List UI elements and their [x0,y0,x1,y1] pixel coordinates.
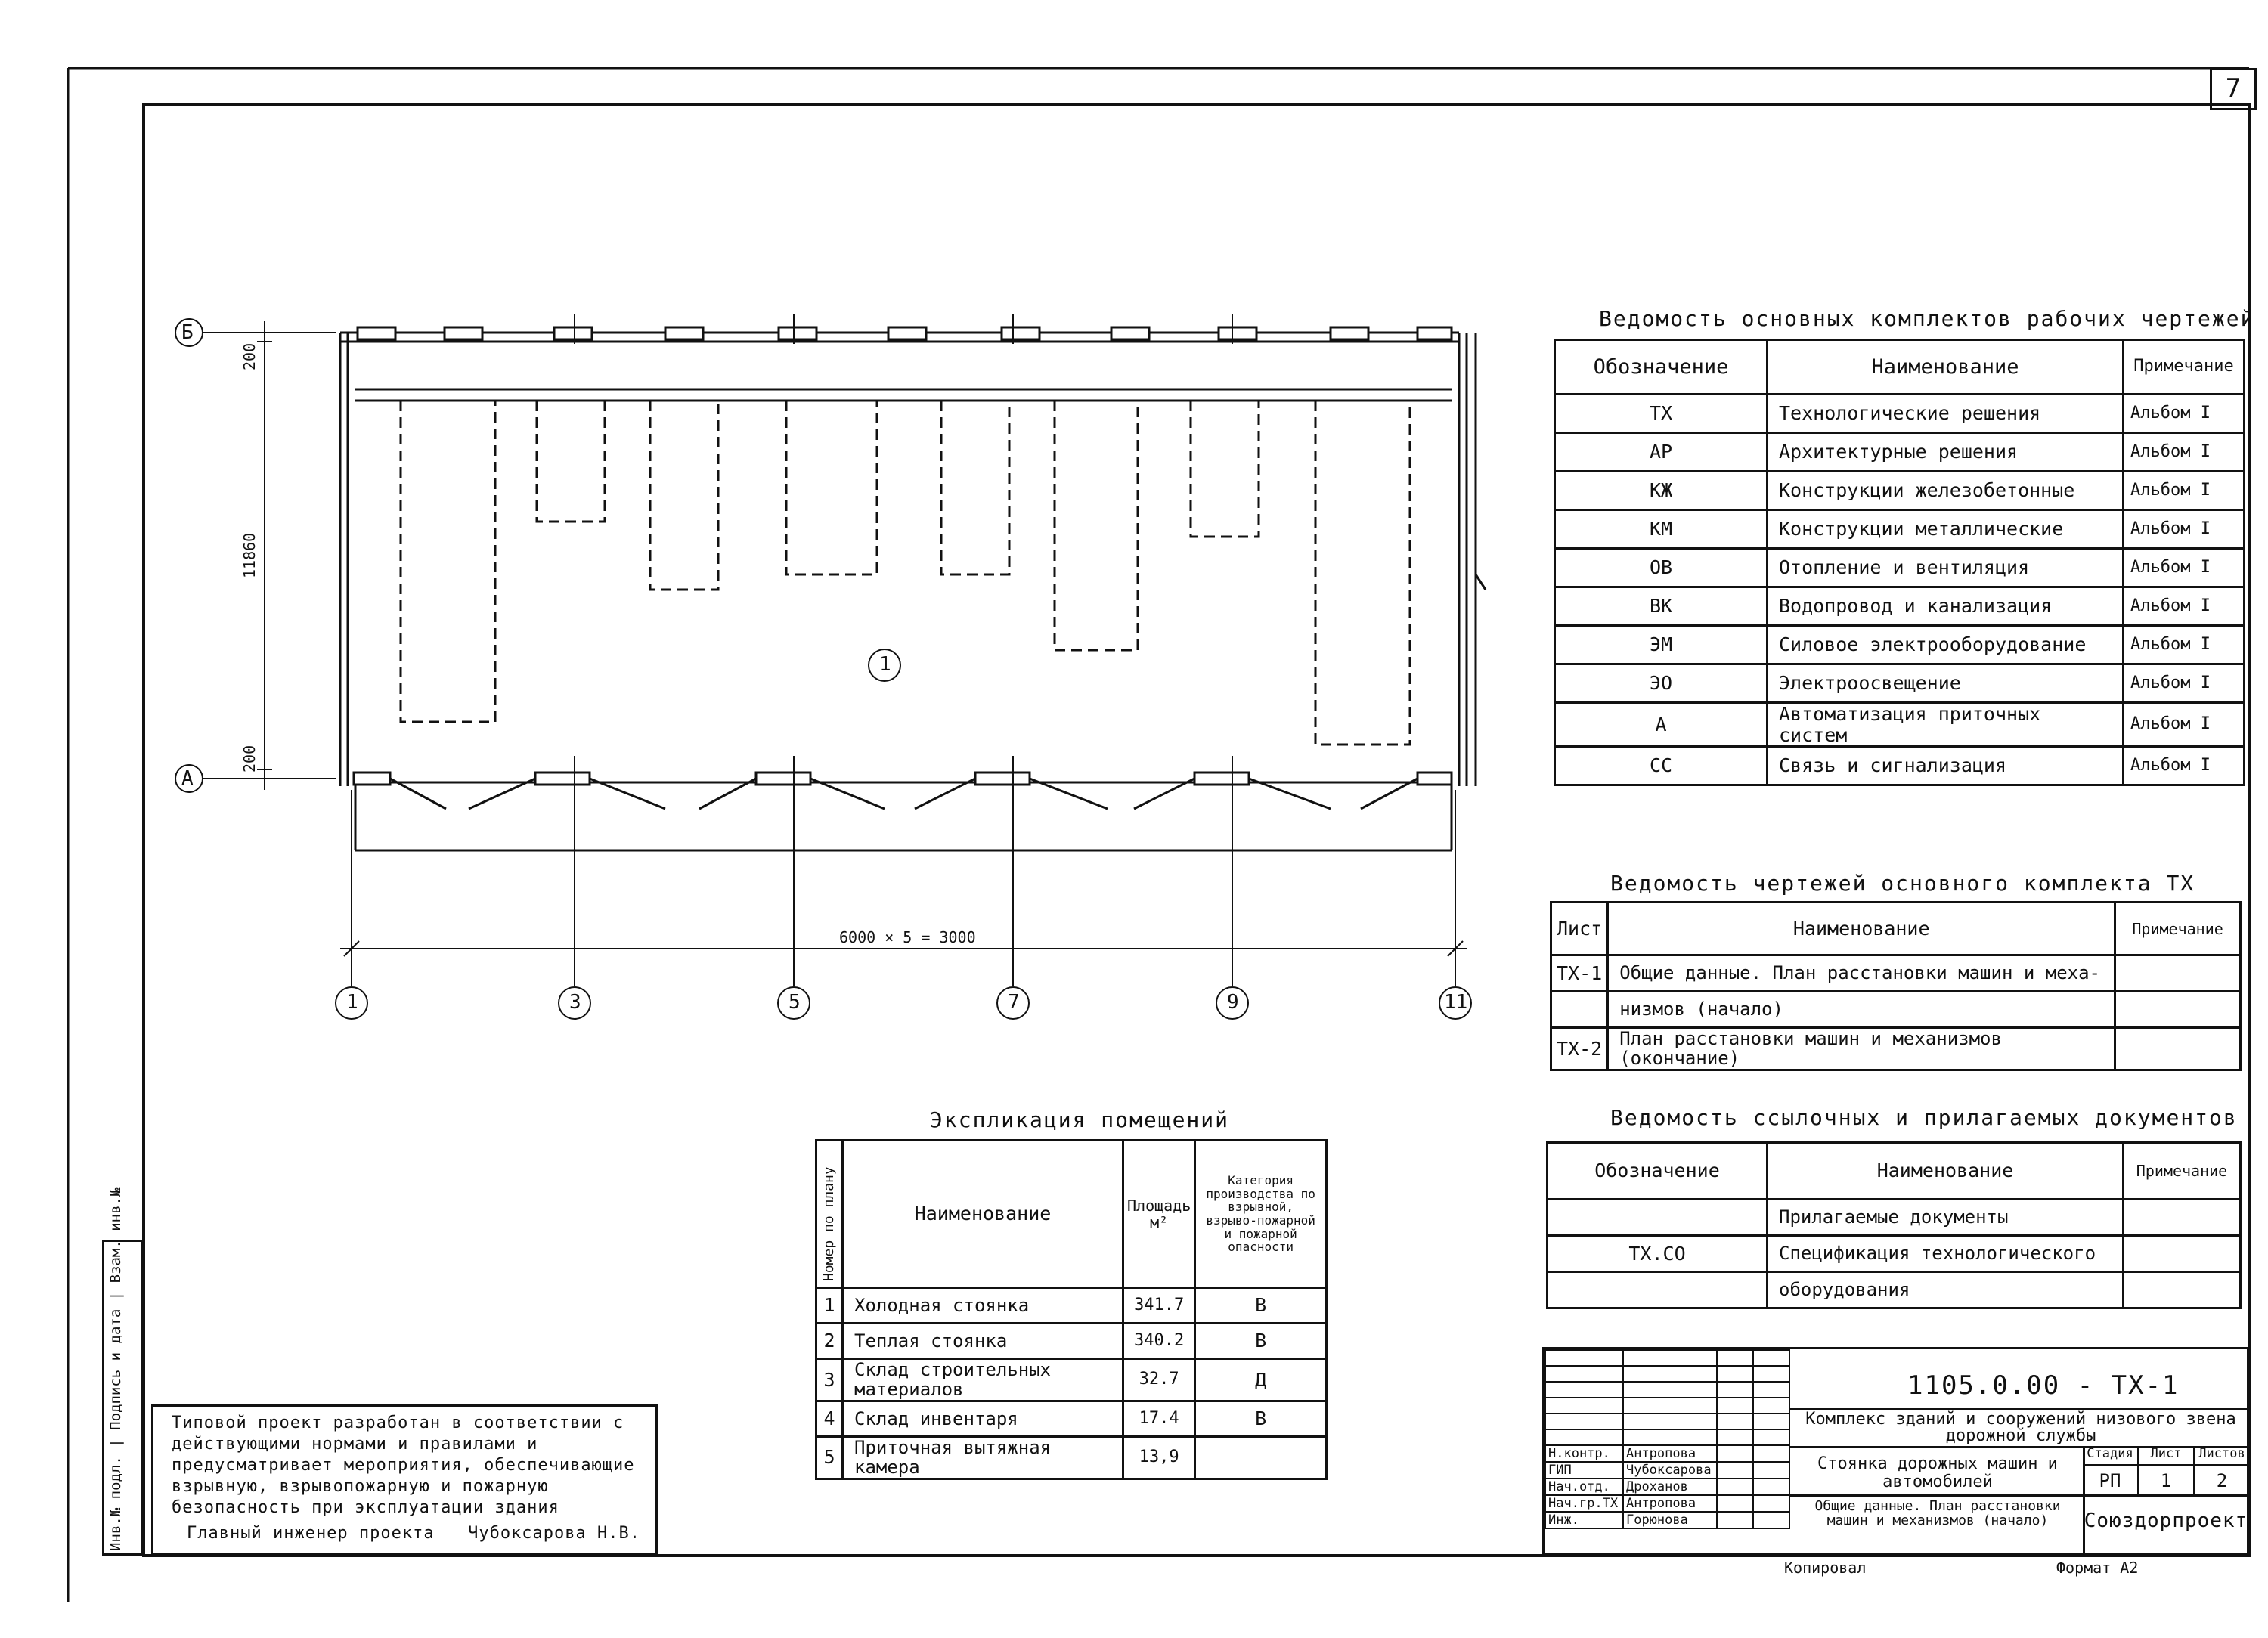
expl-cell: В [1195,1324,1327,1359]
stamp-blank-cell [1753,1350,1789,1366]
stamp-blank-row [1545,1414,1789,1429]
sets-cell: Связь и сигнализация [1768,747,2124,785]
expl-cell [1195,1436,1327,1479]
stamp-signature-cell [1717,1512,1753,1528]
sets-header-name: Наименование [1768,340,2124,395]
sets-row [1555,510,2245,549]
stamp-grid [1545,1349,1790,1529]
dim-top: 200 [240,342,259,370]
stamp-signature-cell [1753,1462,1789,1479]
drawings-cell [2115,1028,2241,1070]
expl-row [816,1401,1327,1436]
stamp-complex: Комплекс зданий и сооружений низового звена дорожной службы [1805,1410,2236,1445]
stamp-person-name: Горюнова [1623,1512,1717,1528]
stamp-blank-cell [1753,1414,1789,1429]
sets-header-note: Примечание [2124,340,2245,395]
sets-cell: КМ [1555,510,1768,549]
dim-horizontal: 6000 × 5 = 3000 [839,928,976,946]
stamp-signature-cell [1753,1445,1789,1462]
expl-cell: 32.7 [1123,1359,1195,1401]
stamp-blank-cell [1717,1382,1753,1398]
stamp-person-name: Антропова [1623,1445,1717,1462]
sets-row [1555,395,2245,433]
stamp-blank-cell [1623,1429,1717,1445]
drawings-header-name: Наименование [1608,903,2115,955]
drawings-cell: Общие данные. План расстановки машин и меха- [1608,955,2115,992]
refs-cell [1548,1200,1768,1236]
sets-cell: Альбом I [2124,664,2245,703]
refs-cell [2124,1200,2241,1236]
stamp-blank-cell [1753,1382,1789,1398]
refs-cell [1548,1272,1768,1308]
stamp-format: Формат А2 [2056,1559,2139,1577]
refs-cell [2124,1236,2241,1272]
stamp-person-row [1545,1479,1789,1495]
sets-cell: Альбом I [2124,587,2245,626]
stamp-person-row [1545,1495,1789,1512]
stamp-blank-row [1545,1366,1789,1382]
stamp-copied: Копировал [1784,1559,1867,1577]
expl-cell: Теплая стоянка [843,1324,1123,1359]
sets-cell: Альбом I [2124,549,2245,587]
stamp-blank-cell [1545,1398,1623,1414]
stamp-signature-cell [1717,1479,1753,1495]
sets-cell: ОВ [1555,549,1768,587]
drawings-cell [1551,992,1608,1028]
axis-label-b: Б [181,321,194,344]
sets-cell: Отопление и вентиляция [1768,549,2124,587]
expl-cell: Холодная стоянка [843,1288,1123,1324]
sets-cell: Архитектурные решения [1768,433,2124,472]
sets-table [1554,339,2245,786]
stamp-blank-cell [1623,1366,1717,1382]
drawings-row [1551,955,2241,992]
stamp-signature-cell [1753,1512,1789,1528]
sets-header-code: Обозначение [1555,340,1768,395]
drawings-cell [2115,955,2241,992]
axis-label-3: 3 [569,991,581,1014]
stamp-blank-cell [1717,1398,1753,1414]
expl-row [816,1436,1327,1479]
axis-label-5: 5 [789,991,801,1014]
dim-bottom: 200 [240,745,259,773]
stamp-sheet-header: Лист [2139,1446,2195,1464]
sets-cell: Альбом I [2124,703,2245,747]
stamp-blank-cell [1717,1366,1753,1382]
sets-cell: ВК [1555,587,1768,626]
refs-cell: оборудования [1768,1272,2124,1308]
stamp-person-name: Чубоксарова [1623,1462,1717,1479]
expl-cell: 340.2 [1123,1324,1195,1359]
expl-header-num-cell [816,1141,843,1288]
expl-cell: 2 [816,1324,843,1359]
stamp-sheet-value: 1 [2139,1466,2195,1495]
expl-cell: 17.4 [1123,1401,1195,1436]
stamp-sheets-header: Листов [2198,1446,2245,1461]
expl-cell: 1 [816,1288,843,1324]
stamp-sheets-value: 2 [2216,1470,2228,1491]
sets-cell: Альбом I [2124,395,2245,433]
expl-cell: 13,9 [1123,1436,1195,1479]
explication-table [815,1139,1328,1480]
drawings-cell: ТХ-1 [1551,955,1608,992]
sets-title: Ведомость основных комплектов рабочих чертежей [1599,306,2255,331]
stamp-blank-cell [1623,1414,1717,1429]
stamp-blank-cell [1545,1350,1623,1366]
stamp-person-row [1545,1512,1789,1528]
axis-label-7: 7 [1008,991,1020,1014]
expl-cell: Д [1195,1359,1327,1401]
stamp-blank-cell [1545,1366,1623,1382]
sets-cell: Силовое электрооборудование [1768,626,2124,664]
refs-table [1546,1141,2242,1309]
stamp-person-role: Нач.гр.ТХ [1545,1495,1623,1512]
stamp-signature-cell [1717,1462,1753,1479]
stamp-signature-cell [1753,1495,1789,1512]
axis-label-1: 1 [346,991,358,1014]
building-plan [340,327,1486,850]
expl-cell: Склад инвентаря [843,1401,1123,1436]
drawings-header-note: Примечание [2115,903,2241,955]
stamp-sheet-title: Общие данные. План расстановки машин и механизмов (начало) [1814,1498,2061,1528]
sheet-number: 7 [2210,68,2257,110]
sets-cell: ЭМ [1555,626,1768,664]
expl-row [816,1324,1327,1359]
stamp-blank-row [1545,1382,1789,1398]
sets-cell: Альбом I [2124,510,2245,549]
refs-header-code: Обозначение [1548,1143,1768,1200]
sets-cell: АР [1555,433,1768,472]
refs-cell: Прилагаемые документы [1768,1200,2124,1236]
expl-header-num: Номер по плану [821,1166,837,1281]
expl-cell: 3 [816,1359,843,1401]
expl-header-category: Категория производства по взрывной, взрыво-пожарной и пожарной опасности [1195,1141,1327,1288]
stamp-stage-value: РП [2083,1466,2139,1495]
stamp-blank-cell [1753,1429,1789,1445]
explication-title: Экспликация помещений [930,1107,1230,1132]
sets-row [1555,626,2245,664]
refs-cell [2124,1272,2241,1308]
sets-row [1555,664,2245,703]
drawings-cell: План расстановки машин и механизмов (окончание) [1608,1028,2115,1070]
stamp-person-name: Дроханов [1623,1479,1717,1495]
expl-cell: 341.7 [1123,1288,1195,1324]
stamp-org: Союздорпроект [2084,1509,2248,1532]
sets-row [1555,747,2245,785]
sets-cell: Альбом I [2124,472,2245,510]
stamp-person-name: Антропова [1623,1495,1717,1512]
stamp-person-role: ГИП [1545,1462,1623,1479]
refs-header-name: Наименование [1768,1143,2124,1200]
stamp-blank-cell [1545,1414,1623,1429]
axis-label-9: 9 [1227,991,1239,1014]
sets-cell: А [1555,703,1768,747]
refs-header-note: Примечание [2124,1143,2241,1200]
sets-cell: СС [1555,747,1768,785]
sets-cell: Электроосвещение [1768,664,2124,703]
expl-cell: 4 [816,1401,843,1436]
stamp-blank-cell [1623,1382,1717,1398]
expl-cell: В [1195,1401,1327,1436]
axis-lines [175,314,1471,1019]
expl-header-name: Наименование [843,1141,1123,1288]
drawings-cell: ТХ-2 [1551,1028,1608,1070]
drawings-title: Ведомость чертежей основного комплекта ТХ [1610,871,2195,896]
sets-cell: Водопровод и канализация [1768,587,2124,626]
sets-cell: Конструкции металлические [1768,510,2124,549]
side-strip-text: Инв.№ подл. | Подпись и дата | Взам. инв.№ [107,1187,124,1551]
drawings-header-sheet: Лист [1551,903,1608,955]
refs-title: Ведомость ссылочных и прилагаемых документов [1610,1105,2238,1130]
drawings-row [1551,1028,2241,1070]
stamp-person-row [1545,1445,1789,1462]
stamp-blank-cell [1623,1350,1717,1366]
refs-cell: Спецификация технологического [1768,1236,2124,1272]
note-text: Типовой проект разработан в соответствии с действующими нормами и правилами и предусматривает мероприятия, обеспечивающие взрывную, взрывопожарную и пожарную безопасность при эксплуатации здания [172,1414,635,1517]
stamp-blank-cell [1717,1414,1753,1429]
drawings-cell: низмов (начало) [1608,992,2115,1028]
expl-header-area: Площадь м² [1123,1141,1195,1288]
drawings-cell [2115,992,2241,1028]
drawings-table [1550,901,2242,1071]
dim-middle: 11860 [240,532,259,578]
project-note [151,1404,658,1556]
sets-cell: ЭО [1555,664,1768,703]
stamp-blank-row [1545,1350,1789,1366]
refs-cell: ТХ.СО [1548,1236,1768,1272]
note-signature-role: Главный инженер проекта [187,1524,435,1543]
stamp-object: Стоянка дорожных машин и автомобилей [1817,1454,2058,1491]
sets-row [1555,472,2245,510]
stamp-blank-cell [1623,1398,1717,1414]
stamp-blank-cell [1753,1398,1789,1414]
sets-row [1555,549,2245,587]
sets-cell: Альбом I [2124,433,2245,472]
expl-cell: Склад строительных материалов [843,1359,1123,1401]
room-number: 1 [879,653,891,676]
stamp-blank-cell [1545,1382,1623,1398]
refs-row [1548,1236,2241,1272]
sets-cell: Альбом I [2124,747,2245,785]
note-signature-name: Чубоксарова Н.В. [468,1524,640,1543]
stamp-person-role: Инж. [1545,1512,1623,1528]
stamp-blank-cell [1545,1429,1623,1445]
stamp-blank-cell [1717,1350,1753,1366]
refs-row [1548,1200,2241,1236]
expl-row [816,1359,1327,1401]
stamp-blank-row [1545,1398,1789,1414]
stamp-person-role: Н.контр. [1545,1445,1623,1462]
stamp-code: 1105.0.00 - ТХ-1 [1907,1370,2180,1401]
drawings-row [1551,992,2241,1028]
sets-row [1555,587,2245,626]
refs-row [1548,1272,2241,1308]
axis-label-a: А [181,767,194,790]
expl-row [816,1288,1327,1324]
stamp-blank-cell [1753,1366,1789,1382]
sets-cell: Конструкции железобетонные [1768,472,2124,510]
expl-cell: Приточная вытяжная камера [843,1436,1123,1479]
stamp-person-row [1545,1462,1789,1479]
expl-cell: 5 [816,1436,843,1479]
sets-row [1555,703,2245,747]
stamp-stage-table [2083,1446,2249,1532]
stamp-signature-cell [1717,1445,1753,1462]
title-block [1542,1347,2249,1556]
stamp-blank-cell [1717,1429,1753,1445]
sets-cell: КЖ [1555,472,1768,510]
sets-cell: Альбом I [2124,626,2245,664]
stamp-blank-row [1545,1429,1789,1445]
sets-cell: Автоматизация приточных систем [1768,703,2124,747]
stamp-person-role: Нач.отд. [1545,1479,1623,1495]
stamp-stage-header: Стадия [2083,1446,2139,1464]
axis-label-11: 11 [1444,991,1468,1014]
expl-cell: В [1195,1288,1327,1324]
stamp-signature-cell [1717,1495,1753,1512]
sets-cell: Технологические решения [1768,395,2124,433]
sets-row [1555,433,2245,472]
stamp-signature-cell [1753,1479,1789,1495]
sets-cell: ТХ [1555,395,1768,433]
